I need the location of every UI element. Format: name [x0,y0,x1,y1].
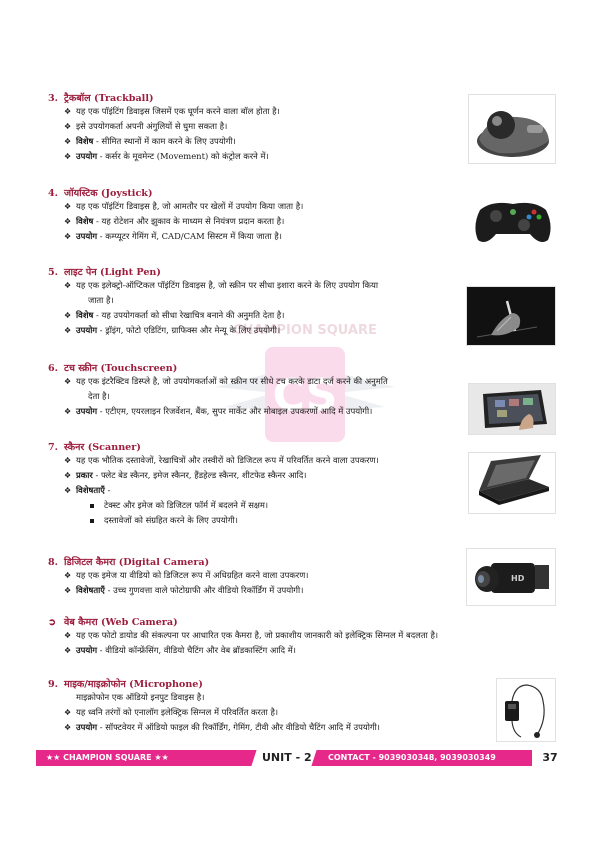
footer-unit: UNIT - 2 [262,751,312,764]
list-item: ❖ यह एक इमेज या वीडियो को डिजिटल रूप में अधिग्रहित करने वाला उपकरण। [48,568,308,583]
list-item: ❖ विशेषताएँ - उच्च गुणवत्ता वाले फोटोग्राफी और वीडियो रिकॉर्डिंग में उपयोगी। [48,583,308,598]
diamond-bullet-icon: ❖ [64,708,72,717]
square-bullet-icon [90,504,94,508]
list-item: ❖ विशेष - सीमित स्थानों में काम करने के लिए उपयोगी। [48,134,280,149]
section-web-camera [48,615,438,658]
section-microphone [48,677,380,735]
diamond-bullet-icon: ❖ [64,377,72,386]
square-bullet-icon [90,519,94,523]
section-trackball [48,91,280,164]
list-item: ❖ यह एक इंटरैक्टिव डिस्प्ले है, जो उपयोगकर्ताओं को स्क्रीन पर सीधे टच करके डाटा दर्ज करने की अनुमति [48,374,388,389]
diamond-bullet-icon: ❖ [64,456,72,465]
list-item: ❖ यह एक भौतिक दस्तावेजों, रेखाचित्रों और तस्वीरों को डिजिटल रूप में परिवर्तित करने वाला उपकरण। [48,453,379,468]
section-title: 3. ट्रैकबॉल (Trackball) [48,93,154,104]
list-item: ❖ इसे उपयोगकर्ता अपनी अंगुलियों से घुमा सकता है। [48,119,280,134]
microphone-image [496,678,556,742]
section-title: ➲ वेब कैमरा (Web Camera) [48,617,178,628]
footer-brand: ★★ CHAMPION SQUARE ★★ [46,753,169,762]
sub-list-item: टेक्स्ट और इमेज को डिजिटल फॉर्म में बदलने में सक्षम। [48,498,379,513]
scanner-image [468,452,556,514]
list-item: ❖ यह एक पॉइंटिंग डिवाइस जिसमें एक घूर्णन करने वाला बॉल होता है। [48,104,280,119]
svg-text:HD: HD [511,574,525,583]
diamond-bullet-icon: ❖ [64,326,72,335]
list-item: ❖ विशेष - यह रोटेशन और झुकाव के माध्यम से नियंत्रण प्रदान करता है। [48,214,303,229]
footer-contact: CONTACT - 9039030348, 9039030349 [328,753,496,762]
list-item: ❖ यह एक इलेक्ट्रो-ऑप्टिकल पॉइंटिंग डिवाइस है, जो स्क्रीन पर सीधा इशारा करने के लिए उपयोग किया [48,278,378,293]
sub-list-item: दस्तावेजों को संग्रहित करने के लिए उपयोगी। [48,513,379,528]
diamond-bullet-icon: ❖ [64,311,72,320]
list-item: ❖ उपयोग - सॉफ्टवेयर में ऑडियो फाइल की रिकॉर्डिंग, गेमिंग, टीवी और वीडियो चैटिंग आदि में उपयोगी। [48,720,380,735]
diamond-bullet-icon: ❖ [64,407,72,416]
diamond-bullet-icon: ❖ [64,202,72,211]
section-touchscreen [48,361,388,419]
trackball-image [468,94,556,164]
list-item: ❖ प्रकार - फ्लेट बेड स्कैनर, इमेज स्कैनर, हैंडहेल्ड स्कैनर, शीटफेड स्कैनर आदि। [48,468,379,483]
diamond-bullet-icon: ❖ [64,281,72,290]
list-item-continuation: देता है। [88,391,110,401]
joystick-image [472,192,554,250]
diamond-bullet-icon: ❖ [64,217,72,226]
light-pen-image [466,286,556,346]
diamond-bullet-icon: ❖ [64,571,72,580]
list-item: ❖ यह एक पॉइंटिंग डिवाइस है, जो आमतौर पर खेलों में उपयोग किया जाता है। [48,199,303,214]
diamond-bullet-icon: ❖ [64,586,72,595]
diamond-bullet-icon: ❖ [64,471,72,480]
list-item: ❖ विशेष - यह उपयोगकर्ता को सीधा रेखाचित्र बनाने की अनुमति देता है। [48,308,378,323]
camera-image [466,548,556,606]
list-item: ❖ विशेषताएँ - [48,483,379,498]
arrow-bullet-icon: ➲ [48,617,57,628]
list-item: ❖ उपयोग - वीडियो कॉन्फ्रेंसिंग, वीडियो चैटिंग और वेब ब्रॉडकास्टिंग आदि में। [48,643,438,658]
diamond-bullet-icon: ❖ [64,122,72,131]
svg-text:CS: CS [272,370,338,421]
list-item: माइक्रोफोन एक ऑडियो इनपुट डिवाइस है। [76,692,205,702]
diamond-bullet-icon: ❖ [64,723,72,732]
diamond-bullet-icon: ❖ [64,646,72,655]
list-item: ❖ यह ध्वनि तरंगों को एनालॉग इलेक्ट्रिक सिग्नल में परिवर्तित करता है। [48,705,380,720]
list-item: ❖ यह एक फोटो डायोड की संकल्पना पर आधारित एक कैमरा है, जो प्रकाशीय जानकारी को इलेक्ट्रिक सिग्नल में बदलता है। [48,628,438,643]
section-title: 9. माइक/माइक्रोफोन (Microphone) [48,679,203,690]
diamond-bullet-icon: ❖ [64,152,72,161]
page-footer [36,749,562,767]
diamond-bullet-icon: ❖ [64,232,72,241]
list-item: ❖ उपयोग - कम्प्यूटर गेमिंग में, CAD/CAM सिस्टम में किया जाता है। [48,229,303,244]
section-digital-camera [48,555,308,598]
touchscreen-image [468,383,556,435]
section-scanner [48,440,379,528]
section-light-pen [48,265,378,338]
diamond-bullet-icon: ❖ [64,107,72,116]
diamond-bullet-icon: ❖ [64,631,72,640]
svg-text:CHAMPION SQUARE: CHAMPION SQUARE [233,323,377,338]
diamond-bullet-icon: ❖ [64,486,72,495]
diamond-bullet-icon: ❖ [64,137,72,146]
section-title: 8. डिजिटल कैमरा (Digital Camera) [48,557,210,568]
section-joystick [48,186,303,244]
section-title: 7. स्कैनर (Scanner) [48,442,141,453]
list-item-continuation: जाता है। [88,295,114,305]
list-item: ❖ उपयोग - कर्सर के मूवमेन्ट (Movement) को कंट्रोल करने में। [48,149,280,164]
page-number: 37 [538,749,562,767]
list-item: ❖ उपयोग - एटीएम, एयरलाइन रिजर्वेशन, बैंक, सुपर मार्केट और मोबाइल उपकरणों आदि में उपयोगी। [48,404,388,419]
section-title: 4. जॉयस्टिक (Joystick) [48,188,153,199]
list-item: ❖ उपयोग - ड्रॉइंग, फोटो एडिटिंग, ग्राफिक्स और मेन्यू के लिए उपयोगी। [48,323,378,338]
section-title: 6. टच स्क्रीन (Touchscreen) [48,363,178,374]
section-title: 5. लाइट पेन (Light Pen) [48,267,161,278]
